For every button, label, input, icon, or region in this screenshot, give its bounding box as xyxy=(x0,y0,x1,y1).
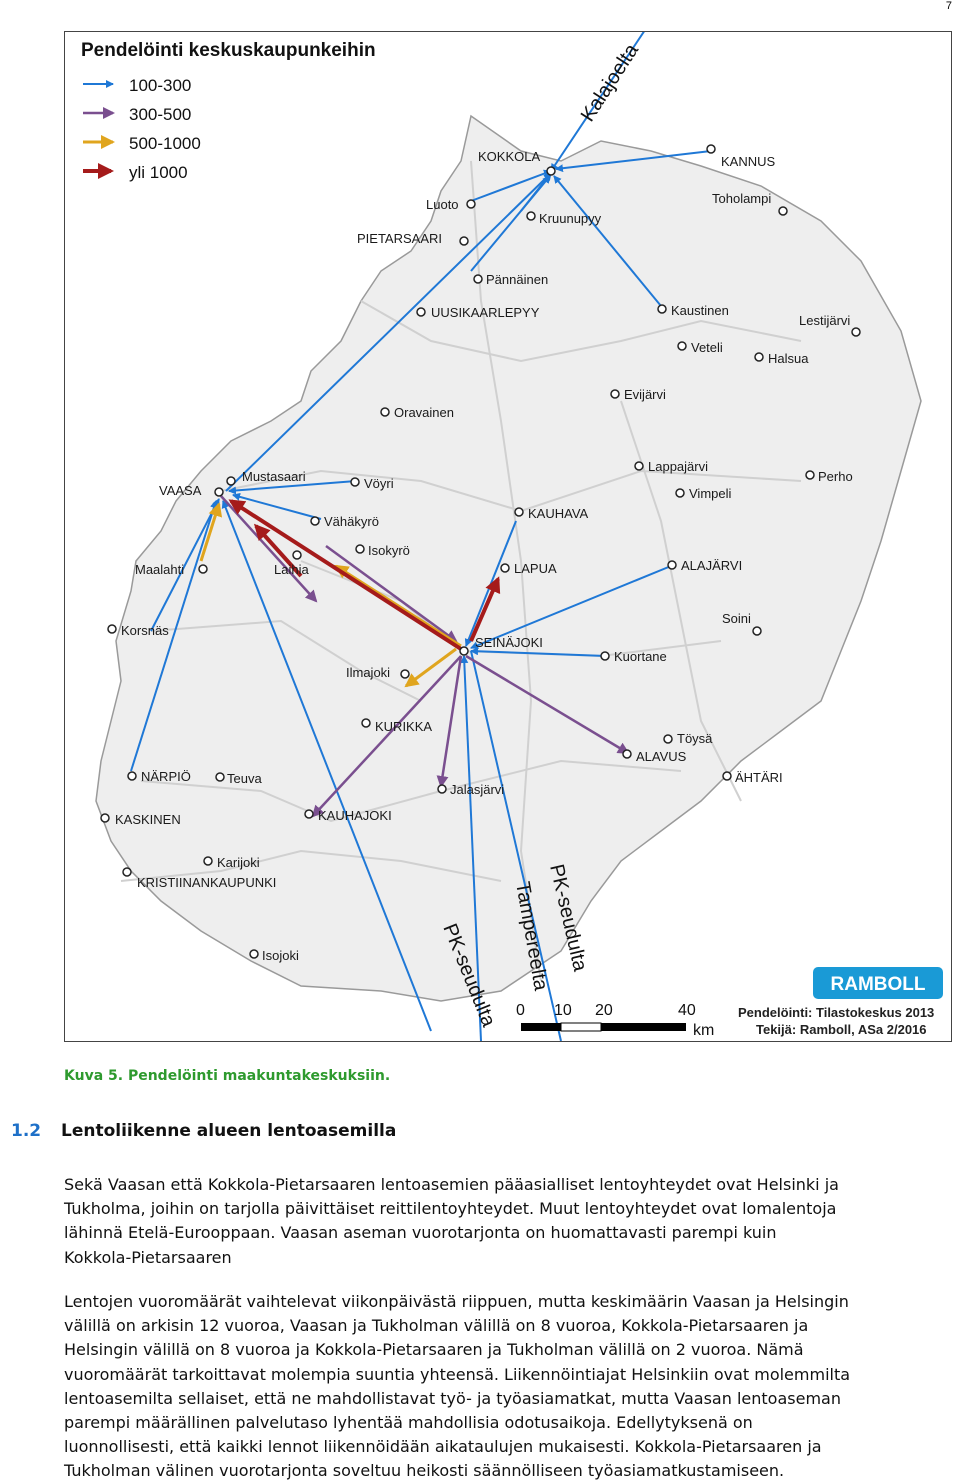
svg-text:ALAVUS: ALAVUS xyxy=(636,749,687,764)
svg-text:NÄRPIÖ: NÄRPIÖ xyxy=(141,769,191,784)
svg-text:KASKINEN: KASKINEN xyxy=(115,812,181,827)
svg-text:Perho: Perho xyxy=(818,469,853,484)
svg-text:Veteli: Veteli xyxy=(691,340,723,355)
section-heading xyxy=(11,1121,396,1141)
svg-text:RAMBOLL: RAMBOLL xyxy=(830,974,926,995)
legend xyxy=(83,76,201,182)
svg-text:Kruunupyy: Kruunupyy xyxy=(539,211,602,226)
paragraph-line: Tukholman välinen vuorotarjonta soveltuu heikosti säännölliseen työasiamatkustamiseen. xyxy=(64,1461,785,1481)
section-title: Lentoliikenne alueen lentoasemilla xyxy=(61,1121,397,1141)
commuting-map xyxy=(64,31,952,1042)
svg-text:300-500: 300-500 xyxy=(129,105,192,124)
svg-text:KAUHAVA: KAUHAVA xyxy=(528,506,589,521)
svg-text:Ilmajoki: Ilmajoki xyxy=(346,665,391,680)
svg-text:UUSIKAARLEPYY: UUSIKAARLEPYY xyxy=(431,305,540,320)
paragraph-1 xyxy=(64,1173,949,1270)
paragraph-line: lähinnä Etelä-Eurooppaan. Vaasan aseman vuorotarjonta on huomattavasti parempi kuin xyxy=(64,1223,777,1243)
paragraph-line: parempi määrällinen palvelutaso lyhentää mahdollisia odotusaikoja. Edellytyksenä on xyxy=(64,1413,753,1433)
svg-text:Jalasjärvi: Jalasjärvi xyxy=(450,782,505,797)
svg-text:Lestijärvi: Lestijärvi xyxy=(799,313,851,328)
paragraph-line: Tukholma, joihin on tarjolla päivittäiset reittilentoyhteydet. Muut lentoyhteydet ovat lomalentoja xyxy=(64,1199,837,1219)
svg-text:Vimpeli: Vimpeli xyxy=(689,486,732,501)
svg-text:LAPUA: LAPUA xyxy=(514,561,557,576)
svg-text:Evijärvi: Evijärvi xyxy=(624,387,666,402)
svg-text:500-1000: 500-1000 xyxy=(129,134,201,153)
direction-tampereelta: Tampereelta xyxy=(511,880,552,993)
svg-text:20: 20 xyxy=(595,1002,613,1019)
svg-text:40: 40 xyxy=(678,1002,696,1019)
svg-text:Isojoki: Isojoki xyxy=(262,948,299,963)
svg-text:Lappajärvi: Lappajärvi xyxy=(648,459,708,474)
svg-text:PIETARSAARI: PIETARSAARI xyxy=(357,231,443,246)
paragraph-line: lentoasemilta sellaiset, että ne mahdollistavat työ- ja työasiamatkat, mutta Vaasan lentoaseman xyxy=(64,1388,841,1408)
svg-text:VAASA: VAASA xyxy=(159,483,202,498)
svg-text:Karijoki: Karijoki xyxy=(217,855,260,870)
svg-text:km: km xyxy=(693,1022,715,1039)
svg-text:Laihia: Laihia xyxy=(274,562,309,577)
svg-text:Töysä: Töysä xyxy=(677,731,713,746)
svg-text:SEINÄJOKI: SEINÄJOKI xyxy=(475,635,543,650)
scale-bar xyxy=(516,1002,714,1039)
svg-text:Kaustinen: Kaustinen xyxy=(671,303,729,318)
svg-text:Soini: Soini xyxy=(722,611,751,626)
svg-text:Toholampi: Toholampi xyxy=(712,191,772,206)
svg-text:Isokyrö: Isokyrö xyxy=(368,543,410,558)
paragraph-2 xyxy=(64,1290,949,1484)
svg-text:KANNUS: KANNUS xyxy=(721,154,776,169)
source-line-2: Tekijä: Ramboll, ASa 2/2016 xyxy=(756,1022,927,1037)
svg-text:10: 10 xyxy=(554,1002,572,1019)
svg-text:KOKKOLA: KOKKOLA xyxy=(478,149,541,164)
svg-text:Korsnäs: Korsnäs xyxy=(121,623,169,638)
svg-text:Vöyri: Vöyri xyxy=(364,476,394,491)
svg-text:0: 0 xyxy=(516,1002,525,1019)
paragraph-line: Kokkola-Pietarsaaren xyxy=(64,1247,232,1267)
paragraph-line: luonnollisesti, että kaikki lennot liikennöidään aikataulujen mukaisesti. Kokkola-Pietarsaaren ja xyxy=(64,1437,822,1457)
direction-pk-seudulta-1: PK-seudulta xyxy=(545,862,592,974)
section-number: 1.2 xyxy=(11,1121,42,1141)
svg-text:Luoto: Luoto xyxy=(426,197,459,212)
svg-text:yli 1000: yli 1000 xyxy=(129,163,188,182)
svg-text:Maalahti: Maalahti xyxy=(135,562,185,577)
svg-text:Halsua: Halsua xyxy=(768,351,809,366)
ramboll-logo xyxy=(813,967,943,999)
svg-text:KURIKKA: KURIKKA xyxy=(375,719,433,734)
svg-text:ALAJÄRVI: ALAJÄRVI xyxy=(681,558,743,573)
source-line-1: Pendelöinti: Tilastokeskus 2013 xyxy=(738,1005,935,1020)
svg-text:KAUHAJOKI: KAUHAJOKI xyxy=(318,808,392,823)
svg-text:Kuortane: Kuortane xyxy=(614,649,667,664)
page-number: 7 xyxy=(945,0,952,12)
paragraph-line: Sekä Vaasan että Kokkola-Pietarsaaren lentoasemien pääasialliset lentoyhteydet ovat Helsinki ja xyxy=(64,1175,839,1194)
paragraph-line: Helsingin välillä on 8 vuoroa ja Kokkola-Pietarsaaren ja Tukholman välillä on 2 vuoroa. Nämä xyxy=(64,1340,804,1360)
svg-text:100-300: 100-300 xyxy=(129,76,192,95)
map-title: Pendelöinti keskuskaupunkeihin xyxy=(81,40,376,61)
svg-text:Vähäkyrö: Vähäkyrö xyxy=(324,514,379,529)
direction-kalajoelta: Kalajoelta xyxy=(576,40,644,126)
figure-caption: Kuva 5. Pendelöinti maakuntakeskuksiin. xyxy=(64,1068,391,1084)
paragraph-line: vuoromäärät tarkoittavat molempia suuntia yhteensä. Liikennöintiajat Helsinkiin ovat molemmilta xyxy=(64,1364,851,1384)
svg-text:Pännäinen: Pännäinen xyxy=(486,272,549,287)
paragraph-line: välillä on arkisin 12 vuoroa, Vaasan ja Tukholman välillä on 8 vuoroa, Kokkola-Pietarsaaren ja xyxy=(64,1316,809,1336)
direction-pk-seudulta-2: PK-seudulta xyxy=(438,920,500,1030)
svg-text:Teuva: Teuva xyxy=(227,771,262,786)
svg-text:Mustasaari: Mustasaari xyxy=(242,469,306,484)
paragraph-line: Lentojen vuoromäärät vaihtelevat viikonpäivästä riippuen, mutta keskimäärin Vaasan ja Helsingin xyxy=(64,1292,849,1311)
svg-text:KRISTIINANKAUPUNKI: KRISTIINANKAUPUNKI xyxy=(137,875,277,890)
svg-text:Oravainen: Oravainen xyxy=(394,405,454,420)
svg-text:ÄHTÄRI: ÄHTÄRI xyxy=(735,770,783,785)
